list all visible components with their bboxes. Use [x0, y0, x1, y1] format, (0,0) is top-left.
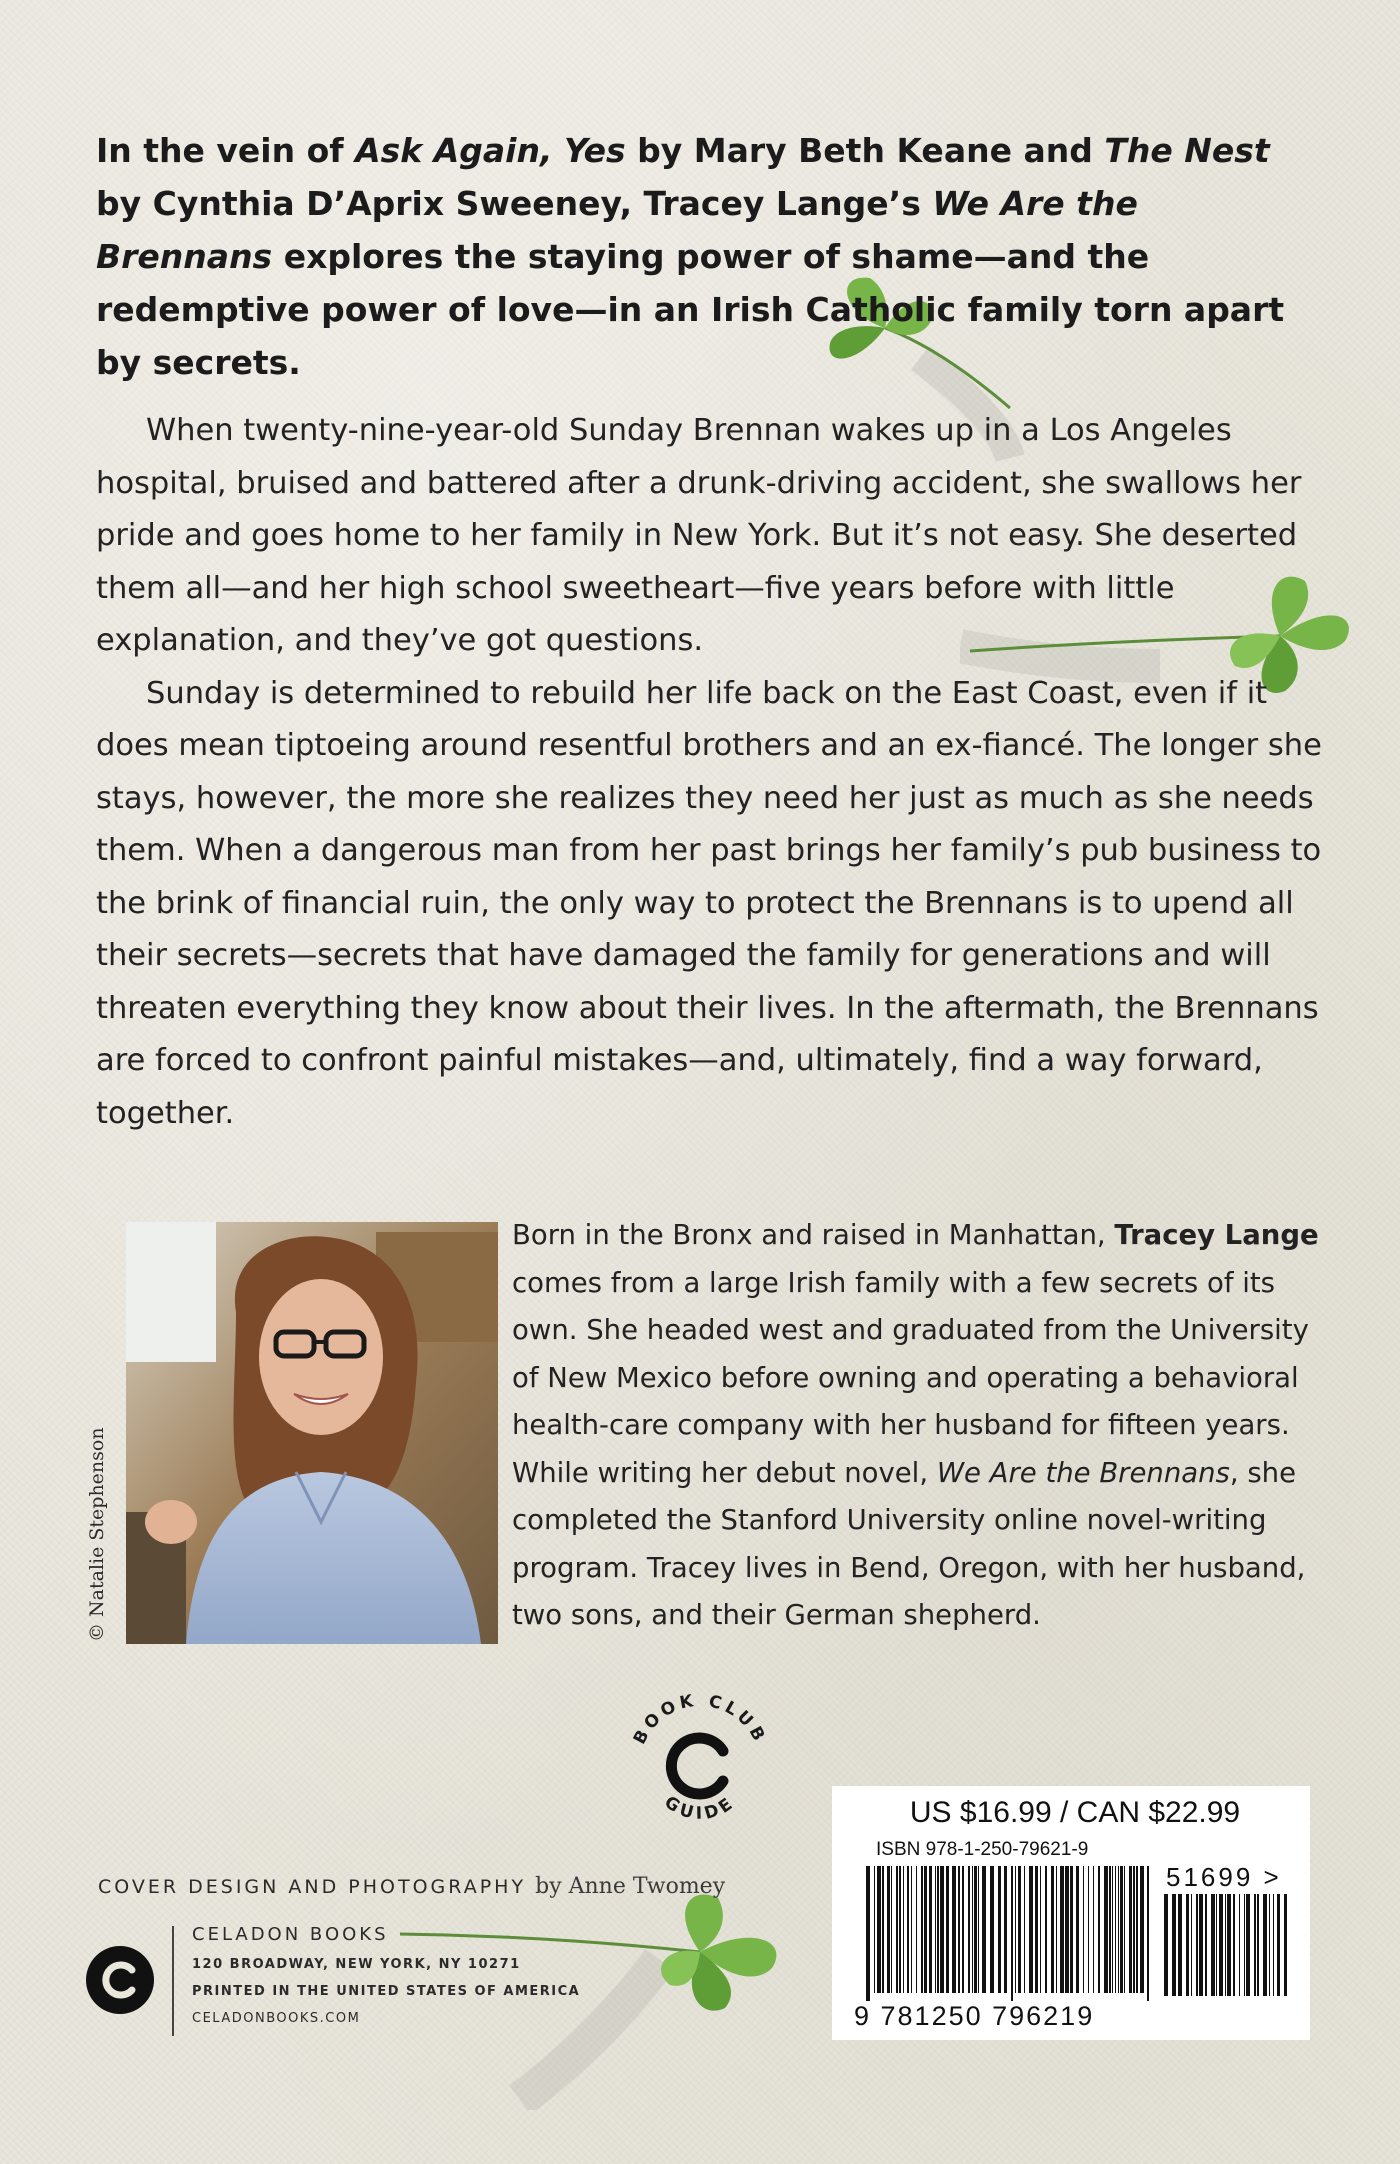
lede-text-1: In the vein of — [96, 131, 356, 170]
book-club-top-text: BOOK CLUB — [629, 1690, 771, 1748]
cover-credit-label: COVER DESIGN AND PHOTOGRAPHY — [98, 1876, 527, 1898]
bio-text-3: , she completed the Stanford University online novel-writing program. Tracey lives in Bend, Oregon, with her husband, two sons, and their German shepherd. — [512, 1456, 1306, 1631]
author-bio — [512, 1212, 1332, 1640]
synopsis-paragraph-1: When twenty-nine-year-old Sunday Brennan wakes up in a Los Angeles hospital, bruised and battered after a drunk-driving accident, she swallows her pride and goes home to her family in New York. But it’s not easy. She deserted them all—and her high school sweetheart—five years before with little explanation, and they’ve got questions. — [96, 413, 1302, 658]
publisher-divider — [172, 1926, 174, 2036]
lede-book-title-3: We Are the Brennans — [96, 184, 1138, 276]
bio-text-2: comes from a large Irish family with a few secrets of its own. She headed west and graduated from the University of New Mexico before owning and operating a behavioral health-care company with her husband for fifteen years. While writing her debut novel, — [512, 1266, 1309, 1489]
book-club-bottom-text: GUIDE — [660, 1792, 740, 1825]
publisher-website: CELADONBOOKS.COM — [192, 2011, 361, 2026]
photo-credit: © Natalie Stephenson — [86, 1427, 108, 1642]
synopsis — [96, 405, 1336, 1140]
synopsis-paragraph-2: Sunday is determined to rebuild her life back on the East Coast, even if it does mean tiptoeing around resentful brothers and an ex-fiancé. The longer she stays, however, the more she realizes they need her just as much as she needs them. When a dangerous man from her past brings her family’s pub business to the brink of financial ruin, the only way to protect the Brennans is to upend all their secrets—secrets that have damaged the family for generations and will threaten everything they know about their lives. In the aftermath, the Brennans are forced to confront painful mistakes—and, ultimately, find a way forward, together. — [96, 675, 1322, 1131]
bio-text-1: Born in the Bronx and raised in Manhattan, — [512, 1219, 1115, 1251]
price-label: US $16.99 / CAN $22.99 — [909, 1796, 1241, 1829]
celadon-logo-icon — [84, 1944, 156, 2016]
lede-book-title-1: Ask Again, Yes — [355, 131, 626, 170]
price-addon-barcode — [1164, 1894, 1288, 2004]
printed-in: PRINTED IN THE UNITED STATES OF AMERICA — [192, 1984, 581, 1999]
publisher-name: CELADON BOOKS — [192, 1924, 389, 1945]
lede-text-4: explores the staying power of shame—and the redemptive power of love—in an Irish Catholic family torn apart by secrets. — [96, 237, 1285, 382]
publisher-info — [192, 1924, 580, 2026]
lede-text-2: by Mary Beth Keane and — [625, 131, 1105, 170]
author-photo — [126, 1222, 498, 1644]
lede-book-title-2: The Nest — [1104, 131, 1270, 170]
publisher-address: 120 BROADWAY, NEW YORK, NY 10271 — [192, 1957, 521, 1972]
celadon-c-icon — [671, 1738, 723, 1794]
price-code: 51699 > — [1166, 1862, 1282, 1892]
isbn-barcode — [866, 1866, 1151, 2001]
isbn-label: ISBN 978-1-250-79621-9 — [876, 1839, 1089, 1860]
barcode-digits: 9 781250 796219 — [854, 2001, 1095, 2031]
author-name: Tracey Lange — [1114, 1219, 1319, 1251]
barcode-panel — [832, 1786, 1310, 2040]
cover-credit-designer: by Anne Twomey — [535, 1874, 726, 1899]
lede-text-3: by Cynthia D’Aprix Sweeney, Tracey Lange’s — [96, 184, 933, 223]
bio-book-title: We Are the Brennans — [936, 1456, 1230, 1489]
book-club-guide-badge — [620, 1686, 780, 1846]
cover-credit — [98, 1874, 725, 1899]
lede-paragraph — [96, 124, 1316, 389]
